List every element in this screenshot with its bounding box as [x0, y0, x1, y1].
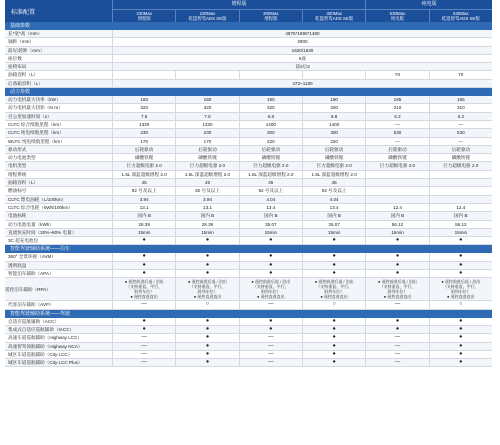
row-value-cell: 磷酸铁锂	[365, 154, 428, 161]
spec-table	[5, 0, 492, 445]
row-value-cell: 巨力超级电驱 2.0	[429, 162, 492, 169]
row-value-cell: 92 号及以上	[175, 187, 238, 194]
row-value-cell: —	[239, 343, 302, 350]
row-value-cell: 7.5	[112, 113, 175, 120]
row-label: 增程系统	[8, 171, 27, 177]
row-value-cell	[239, 71, 302, 78]
row-value-cell	[429, 278, 492, 300]
cell-line: ● 遥控直进直出	[320, 294, 348, 300]
row-label: 动力电机最大功率（kW）	[8, 97, 61, 103]
table-row	[5, 104, 492, 112]
row-value-cell: —	[239, 351, 302, 358]
table-row	[5, 121, 492, 129]
table-row	[5, 80, 492, 88]
table-row	[5, 326, 492, 334]
row-value-cell: ●	[429, 253, 492, 260]
group-range-extender: 增程版	[112, 0, 365, 10]
row-value-cell: 310	[429, 104, 492, 111]
row-value-cell: ●	[302, 318, 365, 325]
row-value-cell: 220	[302, 138, 365, 145]
row-value-cell: 160	[112, 96, 175, 103]
table-row	[5, 301, 492, 309]
cell-line: ● 遥控直进直出	[193, 294, 222, 300]
row-value-cell: —	[365, 121, 428, 128]
row-value-cell: —	[365, 301, 428, 308]
cell-line: ● 遥控直进直出	[130, 294, 158, 300]
row-value-cell: ●	[302, 262, 365, 269]
cell-line: ● 遥控前进后退 / 泊出	[378, 279, 417, 285]
row-value-cell: 1400	[239, 121, 302, 128]
row-value-cell: 56.12	[365, 221, 428, 228]
row-label: 城区车道巡航辅助（City LCC）	[8, 351, 73, 357]
table-row	[5, 146, 492, 154]
row-value-cell: ●	[365, 237, 428, 244]
row-value-cell	[239, 278, 302, 300]
row-value-cell: 6.2	[429, 113, 492, 120]
row-value-cell: 13.1	[175, 204, 238, 211]
table-row	[5, 171, 492, 179]
row-label: 动力电池电量（kWh）	[8, 221, 54, 227]
row-value-cell: ●	[239, 326, 302, 333]
row-value-cell: 1400	[302, 121, 365, 128]
row-label: 座位数	[8, 55, 22, 61]
row-value-cell: 310	[365, 104, 428, 111]
row-value-cell: ●	[175, 351, 238, 358]
row-label: 集成式自适应巡航辅助（IACC）	[8, 326, 75, 332]
row-value-cell: 国内 B	[112, 212, 175, 219]
table-row	[5, 63, 492, 71]
row-label: 座椅布局	[8, 64, 27, 70]
row-value-cell: —	[429, 121, 492, 128]
cell-line: 斜列车位）	[387, 289, 408, 295]
row-value-cell: 15min	[112, 229, 175, 236]
row-value-cell: ●	[112, 326, 175, 333]
row-value-cell: ●	[302, 270, 365, 277]
row-value-cell: ●	[112, 270, 175, 277]
table-row	[5, 96, 492, 104]
row-value-cell: 220	[239, 138, 302, 145]
row-value-cell: ●	[365, 262, 428, 269]
row-value-cell: 4.04	[239, 196, 302, 203]
row-value-cell: ●	[175, 326, 238, 333]
row-label: 油箱容积（L）	[8, 180, 39, 186]
row-value-cell: 6.2	[365, 113, 428, 120]
table-row	[5, 343, 492, 351]
row-value-cell: ●	[112, 253, 175, 260]
row-value-cell: ●	[112, 237, 175, 244]
row-value-cell: ●	[365, 326, 428, 333]
row-value-cell: 300	[239, 129, 302, 136]
row-value-cell: —	[112, 343, 175, 350]
row-value-cell	[365, 171, 428, 178]
row-value-cell: ●	[175, 237, 238, 244]
cell-line: 斜列车位）	[197, 289, 218, 295]
row-value-cell	[429, 196, 492, 203]
cell-line: ● 遥控直进直出	[383, 294, 412, 300]
row-value-cell: 320	[302, 104, 365, 111]
row-value-cell: 后轮驱动	[302, 146, 365, 153]
row-value-cell: 巨力超级电驱 2.0	[365, 162, 428, 169]
row-value-cell	[429, 171, 492, 178]
section-header: 动力参数	[5, 88, 492, 96]
cell-line: （支持垂直、平行、	[316, 284, 353, 290]
row-value-cell: 3.94	[112, 196, 175, 203]
row-value-cell: 45	[112, 179, 175, 186]
table-row	[5, 351, 492, 359]
row-value-cell	[175, 71, 238, 78]
cell-line: ● 遥控前进后退 / 泊出	[314, 279, 354, 285]
model-col-5: 530Max 纯电版	[365, 10, 428, 22]
row-value-cell: 磷酸铁锂	[112, 154, 175, 161]
row-label: 后备箱容积（L）	[8, 80, 43, 86]
row-value-cell: 530	[365, 129, 428, 136]
row-label: CLTC 纯电续航里程（km）	[8, 130, 64, 136]
row-value-cell	[175, 278, 238, 300]
model-col-1: 230Max 增程版	[112, 10, 175, 22]
row-value-cell: —	[112, 301, 175, 308]
row-value-cell	[365, 187, 428, 194]
row-value-cell: 35.07	[302, 221, 365, 228]
section-header: 基础参数	[5, 22, 492, 30]
row-value-cell: 巨力超级电驱 2.0	[239, 162, 302, 169]
row-value-cell: 70	[365, 71, 428, 78]
row-label: 智能泊车辅助（APA）	[8, 271, 54, 277]
row-value-cell: ●	[239, 270, 302, 277]
row-value-cell	[365, 278, 428, 300]
row-value-cell: 190	[302, 96, 365, 103]
row-value-cell: 国内 B	[175, 212, 238, 219]
row-value-cell: 1330	[112, 121, 175, 128]
row-value-cell: ●	[239, 318, 302, 325]
table-row	[5, 187, 492, 195]
row-value-cell: 1.5L 深蓝超级增程 2.0	[302, 171, 365, 178]
row-value-cell: 320	[175, 104, 238, 111]
row-value-cell: 230	[175, 129, 238, 136]
header-label: 标准配置	[11, 9, 36, 16]
row-value-cell: 巨力超级电驱 2.0	[302, 162, 365, 169]
row-value-cell: ●	[175, 343, 238, 350]
row-value-cell: 13.4	[239, 204, 302, 211]
row-value-cell: —	[112, 334, 175, 341]
table-row	[5, 154, 492, 162]
row-value-cell: 160	[175, 96, 238, 103]
row-label: 百公里加速时间（s）	[8, 113, 52, 119]
row-value-cell: 国内 B	[429, 212, 492, 219]
row-value-cell: 70	[429, 71, 492, 78]
row-value-cell: —	[365, 359, 428, 366]
row-value-cell: ●	[429, 326, 492, 333]
table-row	[5, 237, 492, 245]
row-value-cell: 92 号及以上	[239, 187, 302, 194]
row-label: 前/后轮距（mm）	[8, 47, 45, 53]
row-label: 360° 全景环视（AVM）	[8, 254, 56, 260]
table-row	[5, 212, 492, 220]
row-label: 燃油标号	[8, 188, 27, 194]
row-value-cell: ○	[175, 301, 238, 308]
row-value-shared: 5座	[112, 55, 492, 62]
cell-line: ● 遥控前进后退 / 泊出	[251, 279, 291, 285]
row-value-cell: ●	[239, 262, 302, 269]
row-value-cell: ●	[429, 351, 492, 358]
table-header	[5, 0, 492, 22]
row-label: 高速车道巡航辅助（Highway LCC）	[8, 335, 83, 341]
row-value-cell: ●	[239, 253, 302, 260]
section-header: 智能驾驶辅助系统——驾驶	[5, 310, 492, 318]
row-label: 城区车道巡航辅助（City LCC Plus）	[8, 360, 83, 366]
row-value-cell: 185	[365, 96, 428, 103]
table-row	[5, 262, 492, 270]
row-value-cell: ●	[239, 237, 302, 244]
table-row	[5, 162, 492, 170]
row-value-cell: 190	[239, 96, 302, 103]
row-value-cell	[302, 71, 365, 78]
table-row	[5, 38, 492, 46]
row-value-cell: 磷酸铁锂	[175, 154, 238, 161]
row-value-cell: ●	[175, 262, 238, 269]
row-value-cell: ●	[302, 351, 365, 358]
row-value-cell: 45	[175, 179, 238, 186]
row-value-cell: 4.04	[302, 196, 365, 203]
row-value-cell: 1.5L 深蓝超级增程 2.0	[175, 171, 238, 178]
row-value-cell: —	[365, 138, 428, 145]
table-row	[5, 55, 492, 63]
row-value-cell: ●	[112, 318, 175, 325]
row-value-cell: ●	[429, 343, 492, 350]
row-value-cell: ●	[429, 270, 492, 277]
row-value-cell: 磷酸铁锂	[239, 154, 302, 161]
row-value-cell: 185	[429, 96, 492, 103]
table-row	[5, 138, 492, 146]
row-value-cell: 15min	[175, 229, 238, 236]
table-row	[5, 204, 492, 212]
row-value-cell: 磷酸铁锂	[429, 154, 492, 161]
model-col-3: 300Max 增程版	[239, 10, 302, 22]
row-value-cell: ●	[302, 334, 365, 341]
row-label: 透明底盘	[8, 262, 27, 268]
row-value-cell: 后轮驱动	[429, 146, 492, 153]
row-value-cell: 28.39	[175, 221, 238, 228]
row-value-cell: 170	[175, 138, 238, 145]
table-row	[5, 318, 492, 326]
row-value-cell: 巨力超级电驱 2.0	[112, 162, 175, 169]
table-row	[5, 129, 492, 137]
cell-line: ● 遥控前进后退 / 泊出	[441, 279, 481, 285]
row-value-cell	[365, 196, 428, 203]
row-value-cell: ○	[429, 301, 492, 308]
row-label: 驱动形式	[8, 146, 27, 152]
row-label: 动力电机最大扭矩（N·m）	[8, 105, 63, 111]
row-value-cell: —	[112, 351, 175, 358]
row-value-cell: ●	[429, 318, 492, 325]
row-value-cell: ●	[365, 270, 428, 277]
row-value-cell: ●	[302, 326, 365, 333]
row-value-cell: ●	[365, 253, 428, 260]
group-ev: 纯电版	[365, 0, 492, 10]
row-value-cell: 12.4	[365, 204, 428, 211]
table-row	[5, 113, 492, 121]
cell-line: 斜列车位）	[134, 289, 155, 295]
row-label: WLTC 纯电续航里程（km）	[8, 138, 65, 144]
row-value-cell: —	[239, 334, 302, 341]
row-label: 遥控泊车辅助（RPA）	[5, 286, 51, 292]
table-body	[5, 22, 492, 367]
row-label: 高速智驾领航辅助（Highway NCA）	[8, 343, 83, 349]
row-value-cell: 1330	[175, 121, 238, 128]
cell-line: 斜列车位）	[260, 289, 281, 295]
row-value-cell: 后轮驱动	[112, 146, 175, 153]
row-value-cell: —	[239, 359, 302, 366]
row-value-cell: 15min	[302, 229, 365, 236]
row-value-cell: 12.4	[429, 204, 492, 211]
cell-line: 斜列车位）	[324, 289, 345, 295]
row-value-cell: 13.4	[302, 204, 365, 211]
row-value-cell: 7.5	[175, 113, 238, 120]
row-value-shared: 前2后3	[112, 63, 492, 70]
row-value-shared: 473~1180	[112, 80, 492, 87]
table-row	[5, 179, 492, 187]
row-value-cell: ●	[175, 318, 238, 325]
row-label: 油箱容积（L）	[8, 72, 39, 78]
table-row	[5, 359, 492, 367]
row-value-cell: —	[112, 359, 175, 366]
row-label: CLTC 综合续航里程（km）	[8, 121, 64, 127]
table-row	[5, 253, 492, 261]
row-value-cell: 230	[112, 129, 175, 136]
row-value-cell: 1.5L 深蓝超级增程 2.0	[112, 171, 175, 178]
row-value-cell: 300	[302, 129, 365, 136]
row-value-cell: ●	[175, 253, 238, 260]
table-row	[5, 334, 492, 342]
row-label: 轴距（mm）	[8, 39, 35, 45]
row-value-cell	[302, 278, 365, 300]
section-header: 智能驾驶辅助系统——泊车	[5, 245, 492, 253]
row-label: 动力电池类型	[8, 155, 36, 161]
table-row	[5, 221, 492, 229]
table-row	[5, 196, 492, 204]
row-value-cell: ●	[302, 343, 365, 350]
row-value-cell: 国内 B	[302, 212, 365, 219]
row-value-cell: ●	[429, 262, 492, 269]
row-value-cell: —	[365, 351, 428, 358]
row-value-cell: 国内 B	[239, 212, 302, 219]
row-value-cell: 56.12	[429, 221, 492, 228]
row-value-cell: 28.39	[112, 221, 175, 228]
row-value-cell	[429, 179, 492, 186]
cell-line: （支持垂直、平行、	[252, 284, 289, 290]
row-value-cell: ●	[302, 237, 365, 244]
row-value-cell: ○	[302, 301, 365, 308]
cell-line: ● 遥控前进后退 / 泊出	[124, 279, 164, 285]
row-label: CLTC 馈电油耗（L/100km）	[8, 196, 67, 202]
row-value-cell: 35.07	[239, 221, 302, 228]
row-value-cell: ●	[175, 270, 238, 277]
row-value-cell	[112, 278, 175, 300]
cell-line: （支持垂直、平行、	[189, 284, 226, 290]
row-value-cell: 磷酸铁锂	[302, 154, 365, 161]
table-row	[5, 278, 492, 301]
row-value-shared: 1620/1630	[112, 47, 492, 54]
row-value-cell: 6.8	[302, 113, 365, 120]
row-label: 自适应巡航辅助（ACC）	[8, 318, 60, 324]
row-value-cell: 6.8	[239, 113, 302, 120]
model-col-4: 300Max 乾崑智驾ADS SE版	[302, 10, 365, 22]
cell-line: 斜列车位）	[450, 289, 471, 295]
row-label: 长*宽*高（mm）	[8, 31, 43, 36]
row-value-cell: 320	[239, 104, 302, 111]
table-row	[5, 47, 492, 55]
row-value-cell: 45	[302, 179, 365, 186]
row-value-cell: 92 号及以上	[302, 187, 365, 194]
row-label: 直流快充时间（30%~80% 电量）	[8, 229, 77, 235]
row-value-cell	[365, 179, 428, 186]
row-label: CLTC 综合电耗（kWh/100km）	[8, 204, 73, 210]
row-value-cell: ●	[175, 359, 238, 366]
row-value-cell: 后轮驱动	[175, 146, 238, 153]
row-value-cell: —	[239, 301, 302, 308]
row-value-cell: 巨力超级电驱 2.0	[175, 162, 238, 169]
cell-line: （支持垂直、平行、	[442, 284, 479, 290]
cell-line: （支持垂直、平行、	[126, 284, 163, 290]
row-label: 3C 超充电池包	[8, 238, 39, 244]
row-value-cell: 1.5L 深蓝超级增程 2.0	[239, 171, 302, 178]
row-value-cell: 13.1	[112, 204, 175, 211]
row-label: 代客泊车辅助（AVP）	[8, 302, 54, 308]
row-value-cell: 170	[112, 138, 175, 145]
row-value-cell: 320	[112, 104, 175, 111]
row-value-cell: 15min	[429, 229, 492, 236]
row-value-shared: 4875*1890*1480	[112, 30, 492, 37]
row-value-cell: ●	[175, 334, 238, 341]
row-value-cell: 45	[239, 179, 302, 186]
row-value-cell: —	[365, 334, 428, 341]
row-value-cell: ●	[429, 237, 492, 244]
cell-line: （支持垂直、平行、	[379, 284, 416, 290]
row-value-cell: 530	[429, 129, 492, 136]
row-value-cell: 15min	[239, 229, 302, 236]
row-label: 电池标称	[8, 213, 27, 219]
table-row	[5, 270, 492, 278]
cell-line: ● 遥控直进直出	[257, 294, 285, 300]
model-col-2: 230Max 乾崑智驾ADS SE版	[175, 10, 238, 22]
row-value-cell: ●	[429, 359, 492, 366]
model-col-6: 530Max 乾崑智驾ADS SE版	[429, 10, 492, 22]
row-value-cell: ●	[112, 262, 175, 269]
row-value-cell: ●	[302, 253, 365, 260]
row-value-cell: —	[429, 138, 492, 145]
row-value-cell: —	[365, 343, 428, 350]
row-value-cell: ●	[365, 318, 428, 325]
cell-line: ● 遥控直进直出	[447, 294, 475, 300]
table-row	[5, 71, 492, 79]
table-row	[5, 229, 492, 237]
row-value-cell: 15min	[365, 229, 428, 236]
row-value-cell: 后轮驱动	[239, 146, 302, 153]
row-value-shared: 2900	[112, 38, 492, 45]
row-label: 电机类型	[8, 163, 27, 169]
row-value-cell: ●	[429, 334, 492, 341]
row-value-cell	[112, 71, 175, 78]
row-value-cell: ●	[302, 359, 365, 366]
row-value-cell	[429, 187, 492, 194]
row-value-cell: 国内 B	[365, 212, 428, 219]
cell-line: ● 遥控前进后退 / 泊出	[188, 279, 227, 285]
row-value-cell: 后轮驱动	[365, 146, 428, 153]
row-value-cell: 3.94	[175, 196, 238, 203]
table-row	[5, 30, 492, 38]
row-value-cell: 92 号及以上	[112, 187, 175, 194]
